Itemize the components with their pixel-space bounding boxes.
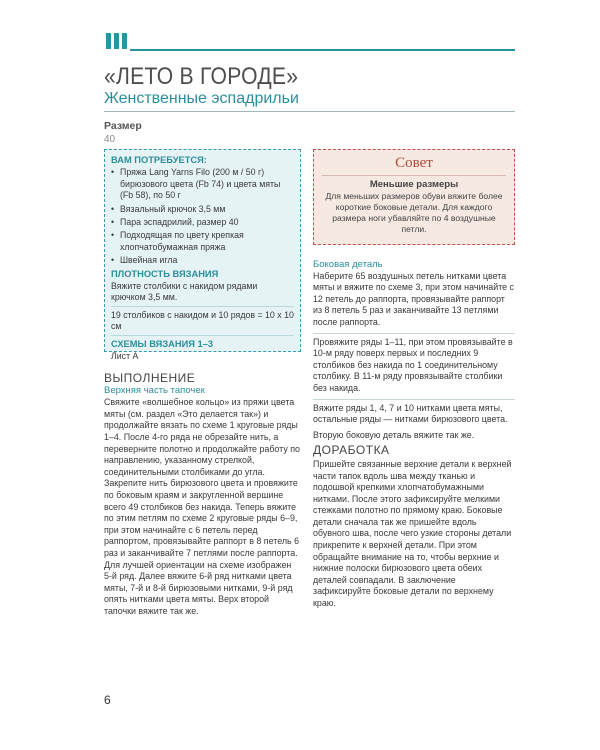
side-part-heading: Боковая деталь bbox=[313, 259, 383, 270]
decoration-bar bbox=[122, 33, 127, 49]
tip-text: Для меньших размеров обуви вяжите более короткие боковые детали. Для каждого размера ноги убавляйте по 4 воздушные петли. bbox=[325, 191, 503, 234]
materials-list bbox=[111, 167, 294, 266]
materials-item: • Вязальный крючок 3,5 мм bbox=[111, 204, 294, 215]
right-column bbox=[313, 259, 515, 614]
page-subtitle: Женственные эспадрильи bbox=[104, 90, 299, 107]
side-part-paragraph: Наберите 65 воздушных петель нитками цвета мяты и вяжите по схеме 3, при этом начинайте с 12 петель до раппорта, провязывайте раппорт из 8 петель 5 раз и заканчивайте 13 петлями после раппорта. bbox=[313, 270, 514, 327]
header-decoration-bars bbox=[106, 33, 127, 49]
subtitle-rule bbox=[104, 111, 515, 112]
decoration-bar bbox=[106, 33, 111, 49]
size-value: 40 bbox=[104, 134, 116, 145]
density-ratio: 19 столбиков с накидом и 10 рядов = 10 х 10 см bbox=[111, 309, 294, 332]
execution-text: Свяжите «волшебное кольцо» из пряжи цвета мяты (см. раздел «Это делается так») и продолжайте вязать по схеме 1 круговые ряды 1–4. После 4-го ряда не обрезайте нить, а переверните полотно и продолжайте работу по направлению, указанному стрелкой, соединительными столбиками до угла. Закрепите нить бирюзового цвета и провяжите по боковым краям и закругленной вершине всего 49 столбиков без накида. Теперь вяжите по этим петлям по схеме 2 круговые ряды 6–9, при этом начинайте с 6 петель перед раппортом, провязывайте раппорт в 8 петель 6 раз и заканчивайте 7 петлями после раппорта. Для лучшей ориентации на схеме изображен 5-й ряд. Далее вяжите 6-й ряд нитками цвета мяты, 7-й и 8-й бирюзовыми нитками, 9-й ряд опять нитками цвета мяты. Верх второй тапочки вяжите так же. bbox=[104, 397, 300, 616]
side-part-paragraph: Вторую боковую деталь вяжите так же. bbox=[313, 429, 475, 440]
materials-heading: ВАМ ПОТРЕБУЕТСЯ: bbox=[111, 155, 207, 165]
materials-item: • Пара эспадрилий, размер 40 bbox=[111, 217, 294, 228]
materials-box bbox=[104, 149, 301, 362]
divider bbox=[322, 175, 506, 176]
density-heading: ПЛОТНОСТЬ ВЯЗАНИЯ bbox=[111, 268, 219, 279]
size-label: Размер bbox=[104, 120, 142, 132]
execution-subheading: Верхняя часть тапочек bbox=[104, 384, 205, 396]
tip-subheading: Меньшие размеры bbox=[369, 179, 459, 190]
finishing-heading: ДОРАБОТКА bbox=[313, 443, 390, 458]
header-rule bbox=[130, 49, 515, 51]
left-column bbox=[104, 373, 301, 617]
decoration-bar bbox=[114, 33, 119, 49]
density-text: Вяжите столбики с накидом рядами крючком 3,5 мм. bbox=[111, 281, 258, 303]
page-number: 6 bbox=[104, 693, 111, 707]
tip-box bbox=[313, 149, 515, 245]
tip-heading: Совет bbox=[395, 155, 433, 171]
side-part-paragraph: Провяжите ряды 1–11, при этом провязывайте в 10-м ряду поверх первых и последних 9 столбиков без накида по 1 соединительному столбику. В 11-м ряду провязывайте столбики без накида. bbox=[313, 336, 513, 393]
divider bbox=[313, 333, 515, 334]
materials-item: • Швейная игла bbox=[111, 255, 294, 266]
schemes-text: Лист А bbox=[111, 351, 139, 362]
schemes-heading: СХЕМЫ ВЯЗАНИЯ 1–3 bbox=[111, 338, 214, 349]
materials-item: • Пряжа Lang Yarns Filo (200 м / 50 г) бирюзового цвета (Fb 74) и цвета мяты (Fb 58), по 50 г bbox=[111, 167, 294, 201]
side-part-paragraph: Вяжите ряды 1, 4, 7 и 10 нитками цвета мяты, остальные ряды — нитками бирюзового цвета. bbox=[313, 402, 508, 425]
execution-heading: ВЫПОЛНЕНИЕ bbox=[104, 371, 196, 385]
materials-item: • Подходящая по цвету крепкая хлопчатобумажная пряжа bbox=[111, 230, 294, 253]
divider bbox=[111, 306, 294, 307]
divider bbox=[313, 399, 515, 400]
page-title: «ЛЕТО В ГОРОДЕ» bbox=[104, 63, 299, 90]
divider bbox=[111, 335, 294, 336]
finishing-text: Пришейте связанные верхние детали к верхней части тапок вдоль шва между тканью и подошвой крепкими хлопчатобумажными нитками. После этого зафиксируйте мелкими стежками полотно по прямому краю. Боковые детали сначала так же пришейте вдоль обувного шва, после чего узкие стороны детали прикрепите к верхней детали. При этом обращайте внимание на то, чтобы верхние и нижние полоски бирюзового цвета обеих деталей совпадали. В заключение зафиксируйте боковые детали по верхнему краю. bbox=[313, 458, 512, 609]
